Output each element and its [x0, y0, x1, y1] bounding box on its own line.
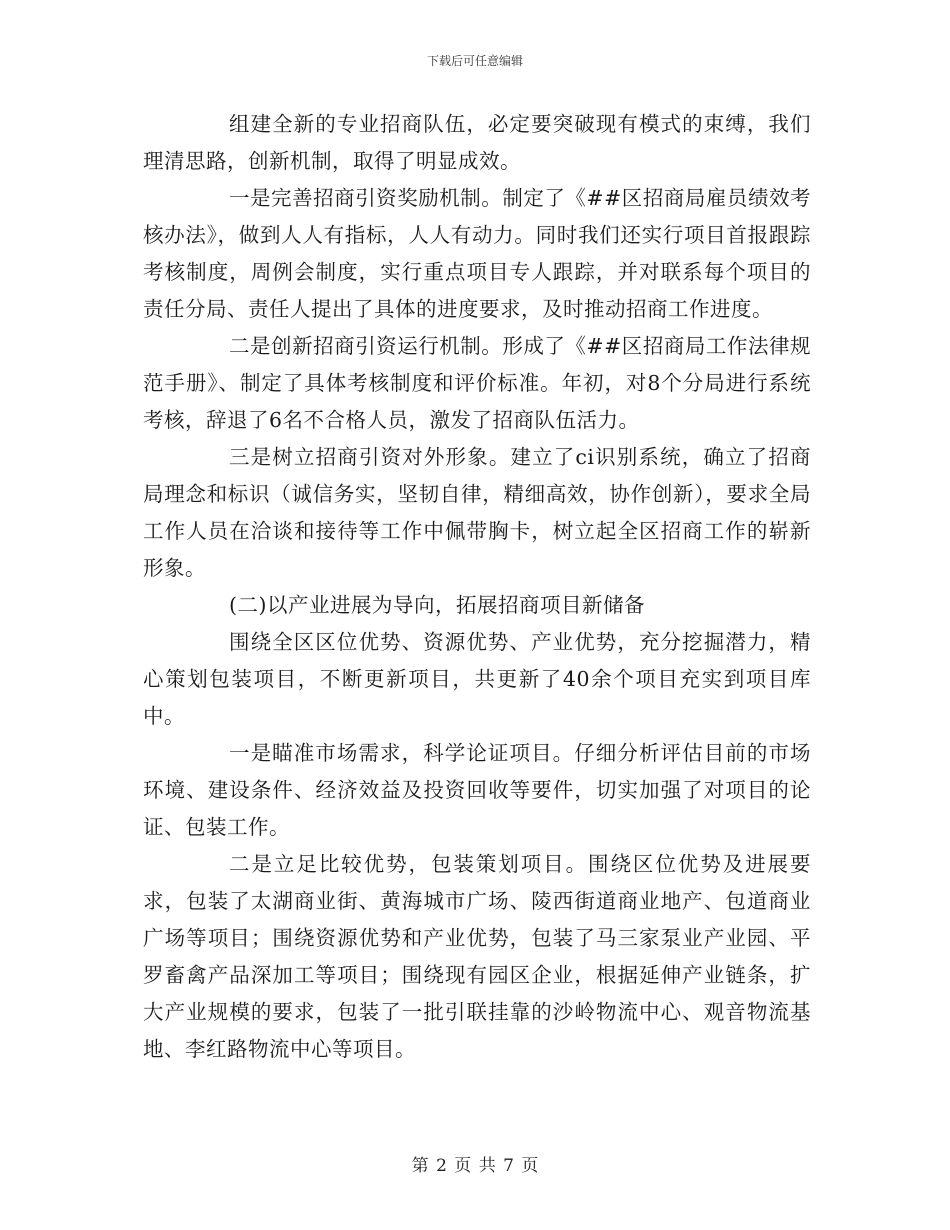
- paragraph-operation-mechanism: 二是创新招商引资运行机制。形成了《##区招商局工作法律规范手册》、制定了具体考核制度和评价标准。年初，对8个分局进行系统考核，辞退了6名不合格人员，激发了招商队伍活力。: [143, 334, 811, 432]
- paragraph-section-intro: 围绕全区区位优势、资源优势、产业优势，充分挖掘潜力，精心策划包装项目，不断更新项目，共更新了40余个项目充实到项目库中。: [143, 630, 811, 728]
- section-heading: (二)以产业进展为导向，拓展招商项目新储备: [229, 593, 645, 617]
- paragraph-intro: 组建全新的专业招商队伍，必定要突破现有模式的束缚，我们理清思路，创新机制，取得了明显成效。: [143, 112, 811, 173]
- paragraph-comparative-advantage: 二是立足比较优势，包装策划项目。围绕区位优势及进展要求，包装了太湖商业街、黄海城市广场、陵西街道商业地产、包道商业广场等项目；围绕资源优势和产业优势，包装了马三家泵业产业园、平罗畜禽产品深加工等项目；围绕现有园区企业，根据延伸产业链条，扩大产业规模的要求，包装了一批引联挂靠的沙岭物流中心、观音物流基地、李红路物流中心等项目。: [143, 852, 811, 1061]
- paragraph-external-image: 三是树立招商引资对外形象。建立了ci识别系统，确立了招商局理念和标识（诚信务实，坚韧自律，精细高效，协作创新），要求全局工作人员在洽谈和接待等工作中佩带胸卡，树立起全区招商工作的崭新形象。: [143, 445, 811, 580]
- paragraph-market-demand: 一是瞄准市场需求，科学论证项目。仔细分析评估目前的市场环境、建设条件、经济效益及投资回收等要件，切实加强了对项目的论证、包装工作。: [143, 741, 811, 839]
- document-body: [143, 106, 811, 1068]
- page-footer: 第 2 页 共 7 页: [411, 1156, 539, 1176]
- page-header: 下载后可任意编辑: [426, 54, 523, 68]
- paragraph-incentive-mechanism: 一是完善招商引资奖励机制。制定了《##区招商局雇员绩效考核办法》，做到人人有指标，人人有动力。同时我们还实行项目首报跟踪考核制度，周例会制度，实行重点项目专人跟踪，并对联系每个项目的责任分局、责任人提出了具体的进度要求，及时推动招商工作进度。: [143, 186, 811, 321]
